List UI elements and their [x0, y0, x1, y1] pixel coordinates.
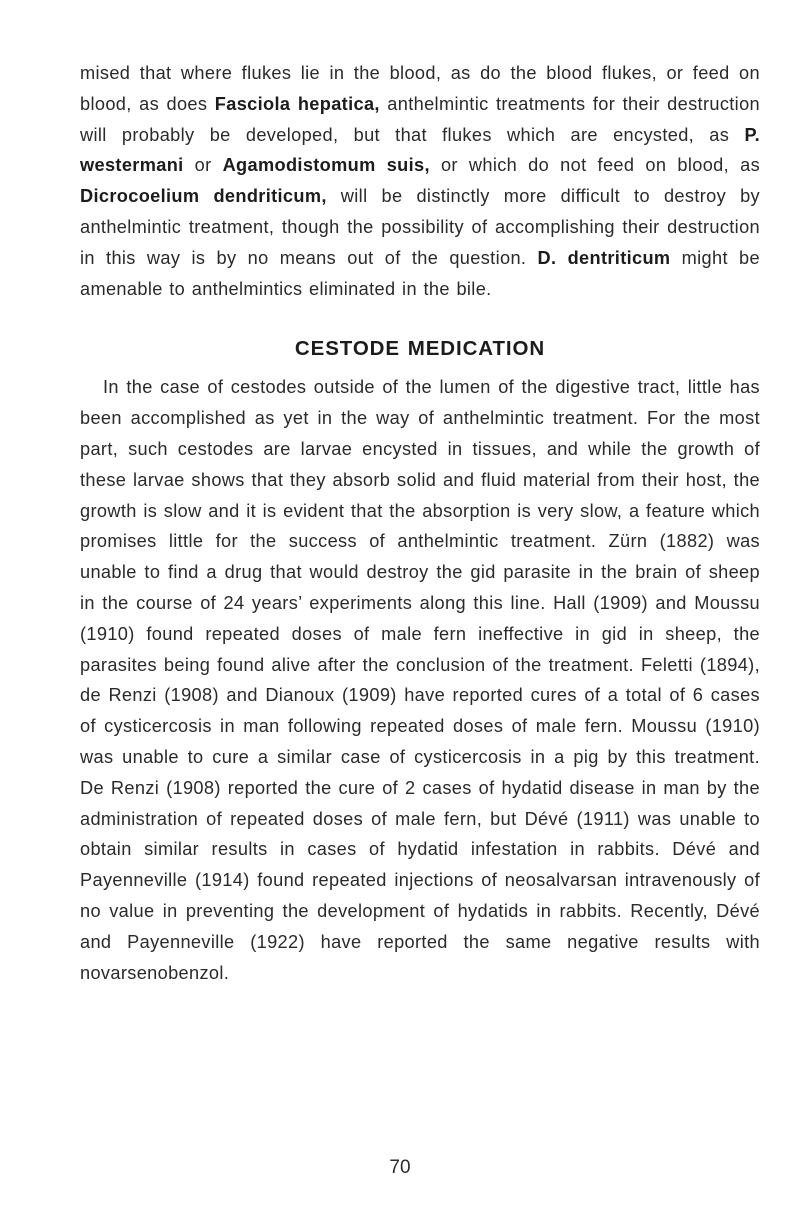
species-name-p-westermani: P. westermani [80, 124, 760, 176]
text-run: mised that where flukes lie in the blood, as do the blood flukes, or feed on blood, as does [80, 63, 760, 114]
text-run: or which do not feed on blood, as [429, 155, 761, 176]
text-run: will be distinctly more difficult to destroy by anthelmintic treatment, though the possibility of accomplishing their destruction in this way is by no means out of the question. [80, 186, 760, 268]
species-name-dicrocoelium-dendriticum: Dicrocoelium dendriticum, [80, 186, 327, 207]
species-name-fasciola-hepatica: Fasciola hepatica, [214, 93, 380, 114]
section-heading: CESTODE MEDICATION [294, 337, 546, 361]
species-name-agamodistomum-suis: Agamodistomum suis, [222, 155, 430, 176]
page-number: 70 [389, 1157, 411, 1178]
text-run: might be amenable to anthelmintics eliminated in the bile. [80, 247, 760, 299]
page-body [80, 58, 760, 988]
text-run: or [183, 155, 223, 176]
species-name-d-dentriticum: D. dentriticum [537, 247, 671, 268]
paragraph-cestode-medication: In the case of cestodes outside of the lumen of the digestive tract, little has been accomplished as yet in the way of anthelmintic treatment. For the most part, such cestodes are larvae encysted in tissues, and while the growth of these larvae shows that they absorb solid and fluid material from their host, the growth is slow and it is evident that the absorption is very slow, a feature which promises little for the success of anthelmintic treatment. Zürn (1882) was unable to find a drug that would destroy the gid parasite in the brain of sheep in the course of 24 years’ experiments along this line. Hall (1909) and Moussu (1910) found repeated doses of male fern ineffective in gid in sheep, the parasites being found alive after the conclusion of the treatment. Feletti (1894), de Renzi (1908) and Dianoux (1909) have reported cures of a total of 6 cases of cysticercosis in man following repeated doses of male fern. Moussu (1910) was unable to cure a similar case of cysticercosis in a pig by this treatment. De Renzi (1908) reported the cure of 2 cases of hydatid disease in man by the administration of repeated doses of male fern, but Dévé (1911) was unable to obtain similar results in cases of hydatid infestation in rabbits. Dévé and Payenneville (1914) found repeated injections of neosalvarsan intravenously of no value in preventing the development of hydatids in rabbits. Recently, Dévé and Payenneville (1922) have reported the same negative results with novarsenobenzol. [80, 377, 760, 983]
paragraph-continuation [80, 58, 760, 304]
text-run: anthelmintic treatments for their destruction will probably be developed, but that flukes which are encysted, as [80, 93, 761, 145]
